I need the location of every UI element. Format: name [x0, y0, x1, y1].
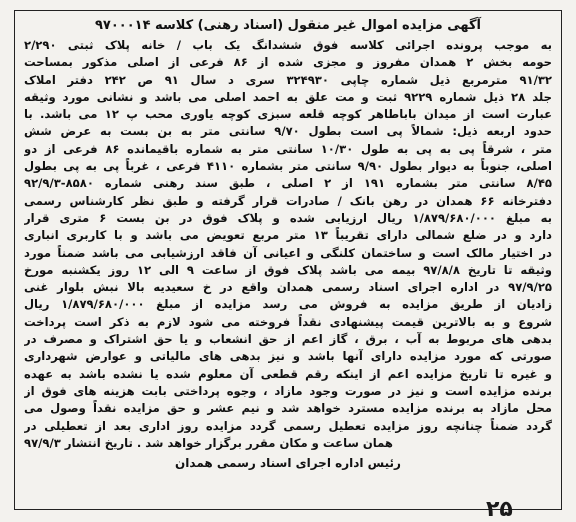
notice-line: متر ، شرقاً پی به پی به طول ۱۰/۳۰ سانتی متر به شماره باقیمانده ۸۶ فرعی از دو — [24, 141, 552, 156]
notice-line: در اختیار مالک است و ساختمان کلنگی و اعیانی آن فاقد ارزشیابی می باشد ضمناً مورد — [24, 245, 552, 260]
notice-line: ۸/۴۵ سانتی متر بشماره ۱۹۱ از ۲ اصلی ، طبق سند رهنی شماره ۸۵۸۰-۹۲/۹/۳ — [24, 176, 552, 191]
notice-line: جلد ۲۸ ذیل شماره ۹۲۲۹ ثبت و مت علق به احمد اصلی می باشد و نشانی مورد وثیقه — [24, 89, 552, 104]
notice-line: محل مازاد به برنده مزایده مسترد خواهد شد و نیم عشر و حق مزایده نقداً وصول می — [24, 401, 552, 416]
notice-body — [24, 37, 552, 452]
notice-title: آگهی مزایده اموال غیر منقول (اسناد رهنی) کلاسه ۹۷۰۰۰۱۴ — [94, 18, 481, 33]
notice-line: شروع و به بالاترین قیمت پیشنهادی نقداً فروخته می شود لازم به ذکر است پرداخت — [24, 314, 552, 329]
notice-line: بدهی های مربوط به آب ، برق ، گاز اعم از حق انشعاب و یا حق اشتراک و مصرف در — [24, 332, 552, 347]
notice-line: همان ساعت و مکان مقرر برگزار خواهد شد . تاریخ انتشار ۹۷/۹/۳ — [24, 435, 393, 450]
notice-line: حومه بخش ۲ همدان مفروز و مجزی شده از ۸۶ فرعی از اصلی مذکور بمساحت — [24, 55, 552, 70]
auction-notice — [14, 10, 562, 510]
notice-line: دارد و در ضلع شمالی دارای تقریباً ۱۳ متر مربع تعویض می باشد و با کاربری انباری — [24, 228, 552, 243]
notice-line: دفترخانه ۶۶ همدان در رهن بانک / صادرات قرار گرفته و طبق نظر کارشناس رسمی — [24, 193, 552, 208]
notice-line: اصلی، جنوباً به دیوار بطول ۹/۹۰ سانتی متر بشماره ۴۱۱۰ فرعی ، غرباً پی به پی بطول — [24, 159, 552, 174]
notice-line: به موجب پرونده اجرائی کلاسه فوق ششدانگ یک باب / خانه پلاک ثبتی ۲/۲۹۰ — [24, 38, 552, 52]
notice-line: و غیره تا تاریخ مزایده اعم از اینکه رقم قطعی آن معلوم شده یا نشده باشد به عهده — [24, 366, 552, 381]
notice-line: ۹۷/۹/۲۵ در اداره اجرای اسناد رسمی همدان واقع در خ سعیدیه بالا نبش بلوار غنی — [24, 280, 552, 295]
notice-line: به مبلغ ۱/۸۷۹/۶۸۰/۰۰۰ ریال ارزیابی شده و پلاک فوق در بن بست ۶ متری قرار — [24, 210, 552, 225]
page-number: ۲۵ — [486, 497, 513, 522]
notice-signature: رئیس اداره اجرای اسناد رسمی همدان — [175, 456, 401, 471]
notice-line: حدود اربعه ذیل: شمالاً پی است بطول ۹/۷۰ سانتی متر به بن بست به عرض شش — [24, 124, 552, 139]
notice-line: گردد ضمناً چنانچه روز مزایده تعطیل رسمی گردد مزایده روز اداری بعد از تعطیلی در — [24, 418, 552, 433]
notice-line: زادیان از طریق مزایده به فروش می رسد مزایده از مبلغ ۱/۸۷۹/۶۸۰/۰۰۰ ریال — [24, 297, 552, 312]
notice-line: برنده مزایده است و نیز در صورت وجود مازاد ، وجوه پرداختی بابت هزینه های فوق از — [24, 383, 552, 398]
notice-line: عبارت است از میدان باباطاهر کوچه قلعه سبزی کوچه یاوری محب پ ۱۲ می باشد. با — [24, 107, 552, 122]
notice-line: صورتی که مورد مزایده دارای آنها باشد و نیز بدهی های مالیاتی و عوارض شهرداری — [24, 349, 552, 364]
notice-line: وثیقه تا تاریخ ۹۷/۸/۸ بیمه می باشد پلاک فوق از ساعت ۹ الی ۱۲ روز یکشنبه مورخ — [24, 262, 552, 277]
notice-line: ۹۱/۳۲ مترمربع ذیل شماره چاپی ۳۲۴۹۳۰ سری د سال ۹۱ ص ۲۴۲ دفتر املاک — [24, 72, 552, 87]
